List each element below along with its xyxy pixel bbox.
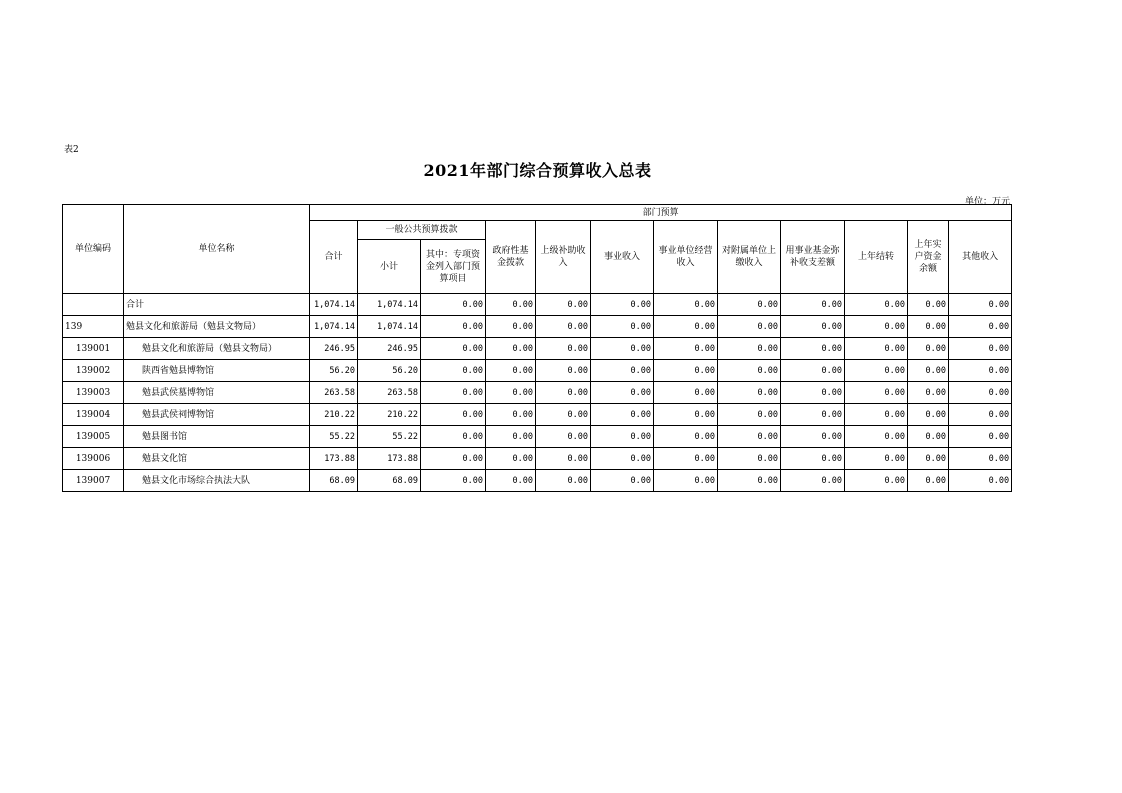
cell-amount: 0.00: [908, 426, 949, 448]
cell-amount: 0.00: [845, 316, 908, 338]
cell-amount: 0.00: [845, 338, 908, 360]
cell-amount: 55.22: [310, 426, 358, 448]
cell-amount: 0.00: [536, 294, 591, 316]
cell-amount: 0.00: [486, 404, 536, 426]
cell-amount: 0.00: [781, 316, 845, 338]
cell-amount: 0.00: [536, 360, 591, 382]
cell-amount: 0.00: [718, 360, 781, 382]
cell-amount: 0.00: [421, 338, 486, 360]
cell-amount: 56.20: [310, 360, 358, 382]
cell-unit-code: [63, 294, 124, 316]
cell-amount: 0.00: [845, 404, 908, 426]
cell-unit-code: 139003: [63, 382, 124, 404]
header-last-year: 上年结转: [845, 221, 908, 294]
cell-unit-code: 139007: [63, 470, 124, 492]
cell-amount: 0.00: [781, 382, 845, 404]
cell-amount: 0.00: [486, 338, 536, 360]
table-row: [63, 382, 1012, 404]
cell-amount: 1,074.14: [358, 316, 421, 338]
cell-amount: 0.00: [536, 338, 591, 360]
header-business-op-income: 事业单位经营收入: [654, 221, 718, 294]
cell-amount: 0.00: [486, 426, 536, 448]
cell-amount: 0.00: [949, 470, 1012, 492]
cell-amount: 0.00: [536, 382, 591, 404]
cell-amount: 0.00: [781, 404, 845, 426]
cell-amount: 263.58: [310, 382, 358, 404]
table-row: [63, 470, 1012, 492]
cell-amount: 0.00: [908, 404, 949, 426]
cell-amount: 210.22: [310, 404, 358, 426]
table-number: 表2: [64, 145, 79, 155]
cell-amount: 246.95: [358, 338, 421, 360]
cell-amount: 0.00: [421, 360, 486, 382]
page-title: 2021年部门综合预算收入总表: [423, 161, 652, 180]
cell-unit-name: 勉县图书馆: [124, 426, 310, 448]
cell-amount: 1,074.14: [310, 316, 358, 338]
cell-amount: 0.00: [949, 338, 1012, 360]
cell-amount: 0.00: [718, 470, 781, 492]
header-special: 其中：专项资金列入部门预算项目: [421, 240, 486, 294]
cell-amount: 0.00: [421, 448, 486, 470]
header-affiliated-income: 对附属单位上缴收入: [718, 221, 781, 294]
cell-amount: 0.00: [781, 426, 845, 448]
cell-unit-name: 合计: [124, 294, 310, 316]
cell-amount: 0.00: [536, 448, 591, 470]
cell-amount: 68.09: [310, 470, 358, 492]
cell-amount: 173.88: [358, 448, 421, 470]
cell-amount: 0.00: [718, 294, 781, 316]
cell-amount: 0.00: [654, 448, 718, 470]
header-total: 合计: [310, 221, 358, 294]
cell-amount: 0.00: [908, 448, 949, 470]
cell-unit-name: 勉县文化市场综合执法大队: [124, 470, 310, 492]
cell-amount: 0.00: [949, 382, 1012, 404]
cell-unit-name: 勉县文化馆: [124, 448, 310, 470]
cell-amount: 0.00: [845, 360, 908, 382]
cell-amount: 0.00: [908, 338, 949, 360]
cell-amount: 0.00: [486, 382, 536, 404]
unit-label: 单位：万元: [964, 197, 1010, 207]
cell-amount: 0.00: [781, 338, 845, 360]
cell-amount: 0.00: [486, 294, 536, 316]
cell-amount: 0.00: [421, 470, 486, 492]
cell-amount: 0.00: [591, 470, 654, 492]
header-gov-fund: 政府性基金拨款: [486, 221, 536, 294]
cell-amount: 0.00: [536, 426, 591, 448]
cell-unit-code: 139006: [63, 448, 124, 470]
cell-amount: 0.00: [421, 382, 486, 404]
cell-amount: 0.00: [536, 470, 591, 492]
cell-amount: 0.00: [654, 426, 718, 448]
cell-amount: 0.00: [781, 470, 845, 492]
header-subtotal: 小计: [358, 240, 421, 294]
budget-income-table: [62, 204, 1012, 492]
cell-amount: 0.00: [845, 470, 908, 492]
cell-amount: 0.00: [949, 426, 1012, 448]
header-unit-code: 单位编码: [63, 205, 124, 294]
cell-amount: 1,074.14: [310, 294, 358, 316]
cell-amount: 0.00: [781, 294, 845, 316]
cell-amount: 0.00: [845, 448, 908, 470]
cell-amount: 0.00: [591, 316, 654, 338]
cell-unit-code: 139001: [63, 338, 124, 360]
cell-amount: 0.00: [591, 338, 654, 360]
cell-amount: 0.00: [908, 470, 949, 492]
cell-amount: 0.00: [949, 316, 1012, 338]
cell-amount: 55.22: [358, 426, 421, 448]
cell-amount: 0.00: [486, 448, 536, 470]
cell-unit-name: 勉县武侯祠博物馆: [124, 404, 310, 426]
cell-amount: 0.00: [718, 338, 781, 360]
cell-amount: 0.00: [949, 294, 1012, 316]
table-row: [63, 338, 1012, 360]
cell-amount: 0.00: [591, 404, 654, 426]
table-row: [63, 316, 1012, 338]
cell-unit-name: 勉县武侯墓博物馆: [124, 382, 310, 404]
header-business-income: 事业收入: [591, 221, 654, 294]
cell-amount: 210.22: [358, 404, 421, 426]
cell-amount: 0.00: [591, 426, 654, 448]
cell-amount: 0.00: [654, 470, 718, 492]
cell-amount: 0.00: [591, 360, 654, 382]
cell-amount: 0.00: [845, 294, 908, 316]
table-row: [63, 448, 1012, 470]
cell-amount: 0.00: [908, 360, 949, 382]
table-row: [63, 404, 1012, 426]
cell-amount: 0.00: [654, 294, 718, 316]
cell-amount: 1,074.14: [358, 294, 421, 316]
cell-amount: 0.00: [591, 448, 654, 470]
cell-amount: 0.00: [486, 360, 536, 382]
cell-unit-name: 勉县文化和旅游局（勉县文物局）: [124, 316, 310, 338]
cell-amount: 0.00: [845, 426, 908, 448]
cell-amount: 0.00: [486, 470, 536, 492]
cell-amount: 173.88: [310, 448, 358, 470]
cell-amount: 0.00: [718, 404, 781, 426]
cell-amount: 0.00: [718, 316, 781, 338]
cell-amount: 0.00: [536, 316, 591, 338]
cell-amount: 0.00: [654, 360, 718, 382]
header-fund-balance: 用事业基金弥补收支差额: [781, 221, 845, 294]
cell-amount: 0.00: [908, 382, 949, 404]
cell-amount: 0.00: [591, 382, 654, 404]
cell-amount: 0.00: [718, 448, 781, 470]
cell-amount: 0.00: [718, 426, 781, 448]
header-general-public: 一般公共预算拨款: [358, 221, 486, 240]
cell-amount: 0.00: [486, 316, 536, 338]
cell-amount: 0.00: [718, 382, 781, 404]
header-unit-name: 单位名称: [124, 205, 310, 294]
cell-amount: 68.09: [358, 470, 421, 492]
cell-amount: 0.00: [591, 294, 654, 316]
cell-unit-name: 勉县文化和旅游局（勉县文物局）: [124, 338, 310, 360]
cell-amount: 0.00: [908, 316, 949, 338]
cell-amount: 56.20: [358, 360, 421, 382]
cell-amount: 0.00: [654, 382, 718, 404]
cell-amount: 0.00: [781, 448, 845, 470]
cell-amount: 0.00: [949, 404, 1012, 426]
table-row: [63, 426, 1012, 448]
cell-amount: 0.00: [421, 294, 486, 316]
cell-unit-code: 139004: [63, 404, 124, 426]
cell-amount: 0.00: [421, 426, 486, 448]
table-row: [63, 360, 1012, 382]
table-row: [63, 294, 1012, 316]
cell-amount: 0.00: [654, 404, 718, 426]
cell-unit-code: 139: [63, 316, 124, 338]
cell-amount: 263.58: [358, 382, 421, 404]
cell-amount: 0.00: [654, 316, 718, 338]
cell-unit-code: 139005: [63, 426, 124, 448]
cell-unit-name: 陕西省勉县博物馆: [124, 360, 310, 382]
cell-amount: 0.00: [536, 404, 591, 426]
header-superior-subsidy: 上级补助收入: [536, 221, 591, 294]
header-other-income: 其他收入: [949, 221, 1012, 294]
cell-unit-code: 139002: [63, 360, 124, 382]
header-dept-budget: 部门预算: [310, 205, 1012, 221]
cell-amount: 0.00: [654, 338, 718, 360]
cell-amount: 0.00: [421, 316, 486, 338]
cell-amount: 0.00: [949, 448, 1012, 470]
cell-amount: 246.95: [310, 338, 358, 360]
cell-amount: 0.00: [949, 360, 1012, 382]
cell-amount: 0.00: [908, 294, 949, 316]
cell-amount: 0.00: [421, 404, 486, 426]
cell-amount: 0.00: [845, 382, 908, 404]
cell-amount: 0.00: [781, 360, 845, 382]
header-last-year-balance: 上年实户资金余额: [908, 221, 949, 294]
